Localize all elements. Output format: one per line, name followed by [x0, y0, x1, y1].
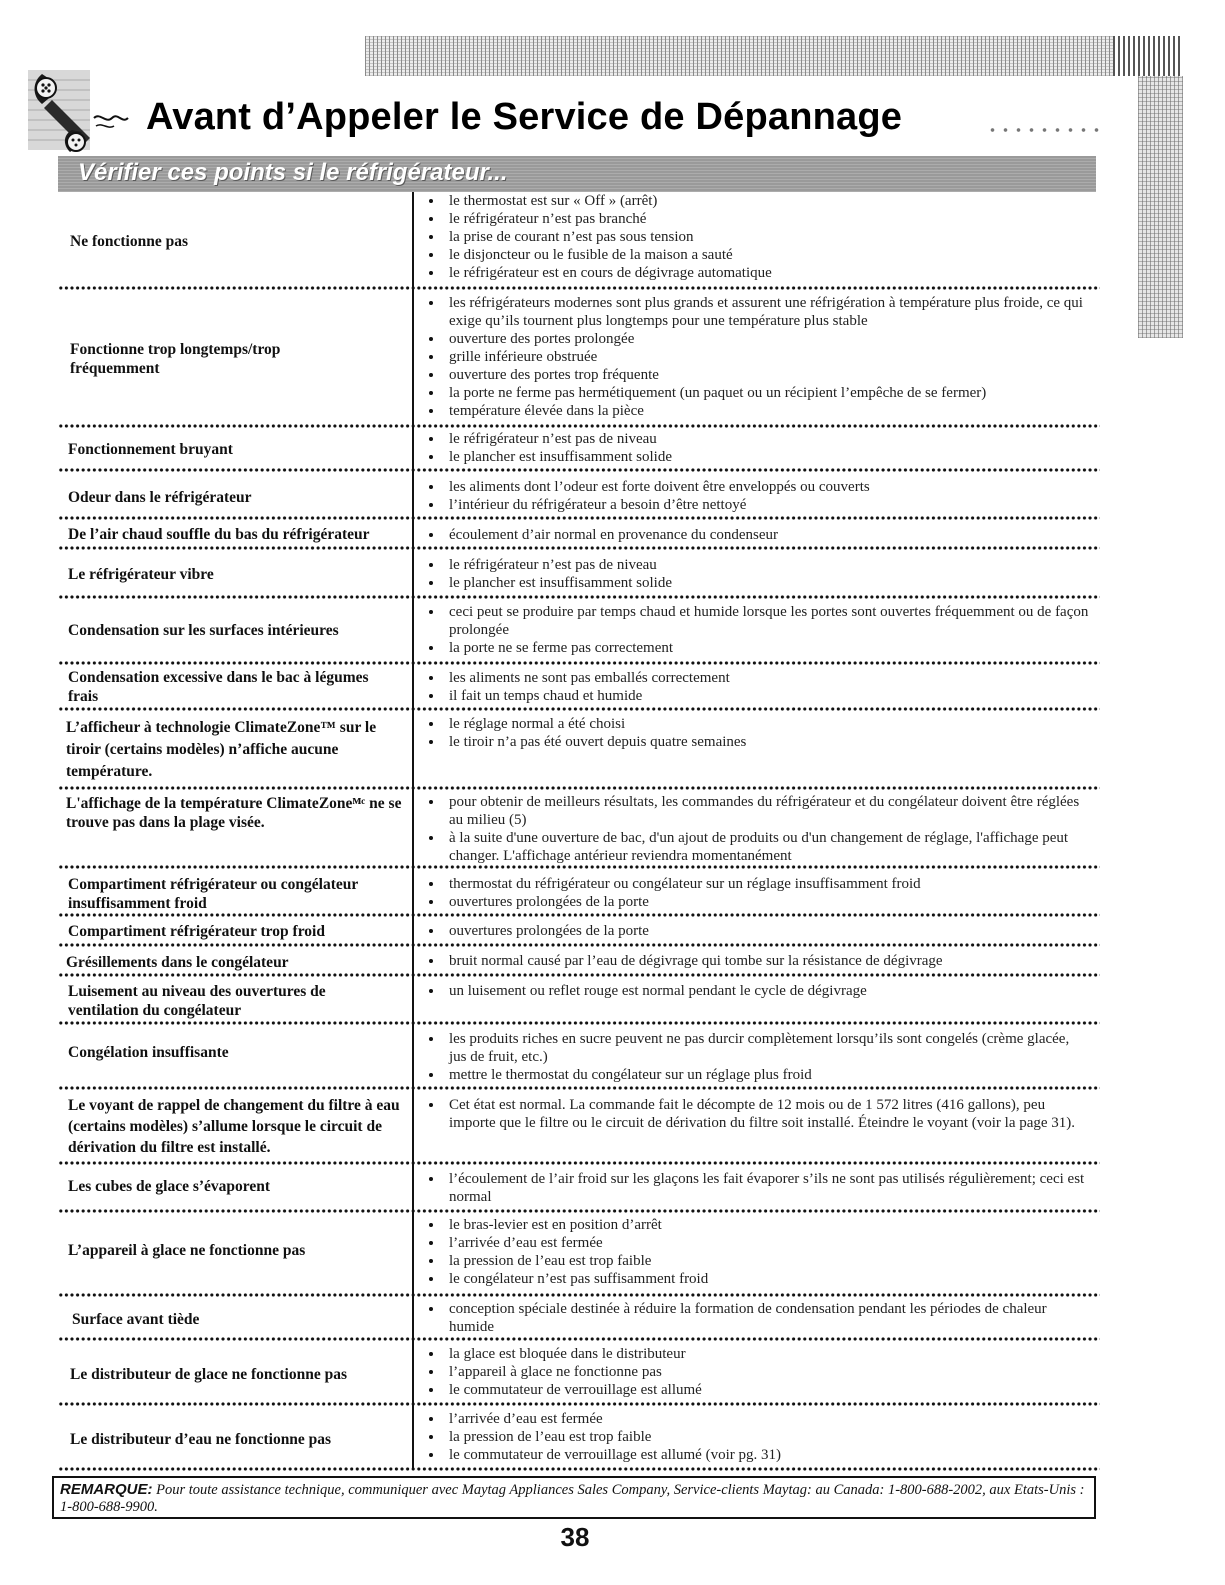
cause-list	[428, 192, 1090, 282]
cause-item: la pression de l’eau est trop faible	[428, 1428, 1090, 1446]
row-separator	[58, 545, 1100, 551]
cause-list	[428, 922, 1090, 940]
cause-item: le thermostat est sur « Off » (arrêt)	[428, 192, 1090, 210]
cause-list	[428, 1216, 1090, 1288]
cause-item: le congélateur n’est pas suffisamment froid	[428, 1270, 1090, 1288]
page-number: 38	[560, 1522, 590, 1552]
row-separator	[58, 1336, 1100, 1342]
cause-list	[428, 669, 1090, 705]
cause-item: le commutateur de verrouillage est allumé	[428, 1381, 1090, 1399]
problem-label: Le réfrigérateur vibre	[68, 566, 214, 583]
cause-item: grille inférieure obstruée	[428, 348, 1090, 366]
cause-item: l’appareil à glace ne fonctionne pas	[428, 1363, 1090, 1381]
row-separator	[58, 785, 1100, 791]
row-separator	[58, 423, 1100, 429]
cause-item: le réfrigérateur est en cours de dégivrage automatique	[428, 264, 1090, 282]
problem-label: Le distributeur de glace ne fonctionne pas	[70, 1366, 347, 1383]
cause-item: l’arrivée d’eau est fermée	[428, 1234, 1090, 1252]
service-technician-icon	[24, 60, 134, 160]
remark-box	[52, 1476, 1096, 1519]
problem-label: De l’air chaud souffle du bas du réfrigérateur	[68, 526, 370, 543]
row-separator	[58, 972, 1100, 978]
cause-list	[428, 478, 1090, 514]
cause-item: le plancher est insuffisamment solide	[428, 574, 1090, 592]
cause-item: ceci peut se produire par temps chaud et humide lorsque les portes sont ouvertes fréquemment ou de façon prolongée	[428, 603, 1090, 639]
cause-list	[428, 793, 1090, 865]
cause-item: le réfrigérateur n’est pas branché	[428, 210, 1090, 228]
problem-label: L’appareil à glace ne fonctionne pas	[68, 1242, 306, 1259]
problem-label: Congélation insuffisante	[68, 1044, 229, 1061]
side-decorative-pattern	[1138, 76, 1183, 338]
cause-item: le disjoncteur ou le fusible de la maison a sauté	[428, 246, 1090, 264]
cause-item: à la suite d'une ouverture de bac, d'un ajout de produits ou d'un changement de réglage, l'affichage peut changer. L'affichage antérieur reviendra momentanément	[428, 829, 1090, 865]
cause-item: Cet état est normal. La commande fait le décompte de 12 mois ou de 1 572 litres (416 gallons), peu importe que le filtre ou le circuit de dérivation du filtre soit installé. Éteindre le voyant (voir la page 31).	[428, 1096, 1090, 1132]
row-separator	[58, 1466, 1100, 1472]
header-decorative-pattern	[365, 36, 1183, 76]
cause-list	[428, 1030, 1090, 1084]
cause-item: il fait un temps chaud et humide	[428, 687, 1090, 705]
problem-label: Compartiment réfrigérateur ou congélateur insuffisamment froid	[68, 876, 358, 912]
row-separator	[58, 942, 1100, 948]
cause-list	[428, 556, 1090, 592]
row-separator	[58, 912, 1100, 918]
cause-item: le réfrigérateur n’est pas de niveau	[428, 556, 1090, 574]
problem-label: Surface avant tiède	[72, 1311, 200, 1328]
row-separator	[58, 1401, 1100, 1407]
cause-item: l’intérieur du réfrigérateur a besoin d’être nettoyé	[428, 496, 1090, 514]
row-separator	[58, 285, 1100, 291]
problem-label: Luisement au niveau des ouvertures de ventilation du congélateur	[68, 983, 326, 1019]
cause-item: le commutateur de verrouillage est allumé (voir pg. 31)	[428, 1446, 1090, 1464]
cause-item: la pression de l’eau est trop faible	[428, 1252, 1090, 1270]
cause-item: les réfrigérateurs modernes sont plus grands et assurent une réfrigération à température plus froide, ce qui exige qu’ils tournent plus longtemps pour une température plus stable	[428, 294, 1090, 330]
cause-item: ouvertures prolongées de la porte	[428, 893, 1090, 911]
cause-item: le réfrigérateur n’est pas de niveau	[428, 430, 1090, 448]
cause-item: la glace est bloquée dans le distributeur	[428, 1345, 1090, 1363]
problem-label: Condensation excessive dans le bac à légumes frais	[68, 669, 369, 705]
cause-item: le tiroir n’a pas été ouvert depuis quatre semaines	[428, 733, 1090, 751]
row-separator	[58, 706, 1100, 712]
cause-item: les aliments dont l’odeur est forte doivent être enveloppés ou couverts	[428, 478, 1090, 496]
problem-label: Fonctionne trop longtemps/trop fréquemment	[70, 341, 281, 377]
cause-item: l’arrivée d’eau est fermée	[428, 1410, 1090, 1428]
row-separator	[58, 515, 1100, 521]
section-banner-text: Vérifier ces points si le réfrigérateur...	[78, 159, 508, 186]
cause-list	[428, 1170, 1090, 1206]
cause-item: bruit normal causé par l’eau de dégivrage qui tombe sur la résistance de dégivrage	[428, 952, 1090, 970]
cause-item: conception spéciale destinée à réduire la formation de condensation pendant les périodes de chaleur humide	[428, 1300, 1090, 1336]
cause-list	[428, 875, 1090, 911]
cause-item: le bras-levier est en position d’arrêt	[428, 1216, 1090, 1234]
row-separator	[58, 1020, 1100, 1026]
cause-item: les aliments ne sont pas emballés correctement	[428, 669, 1090, 687]
cause-item: le plancher est insuffisamment solide	[428, 448, 1090, 466]
problem-label: Condensation sur les surfaces intérieures	[68, 622, 339, 639]
title-dotted-leader	[986, 126, 1106, 134]
cause-item: un luisement ou reflet rouge est normal pendant le cycle de dégivrage	[428, 982, 1090, 1000]
cause-list	[428, 1300, 1090, 1336]
row-separator	[58, 1085, 1100, 1091]
page-title: Avant d’Appeler le Service de Dépannage	[146, 96, 903, 138]
row-separator	[58, 660, 1100, 666]
cause-list	[428, 430, 1090, 466]
cause-list	[428, 1345, 1090, 1399]
cause-item: ouverture des portes prolongée	[428, 330, 1090, 348]
problem-label: Fonctionnement bruyant	[68, 441, 233, 458]
cause-list	[428, 952, 1090, 970]
cause-list	[428, 526, 1090, 544]
cause-item: ouvertures prolongées de la porte	[428, 922, 1090, 940]
cause-item: mettre le thermostat du congélateur sur un réglage plus froid	[428, 1066, 1090, 1084]
problem-label: Les cubes de glace s’évaporent	[68, 1178, 271, 1195]
cause-item: la prise de courant n’est pas sous tension	[428, 228, 1090, 246]
problem-label: Compartiment réfrigérateur trop froid	[68, 923, 325, 940]
row-separator	[58, 1160, 1100, 1166]
cause-item: la porte ne se ferme pas correctement	[428, 639, 1090, 657]
cause-item: écoulement d’air normal en provenance du condenseur	[428, 526, 1090, 544]
row-separator	[58, 594, 1100, 600]
problem-label: Grésillements dans le congélateur	[66, 954, 289, 971]
cause-item: l’écoulement de l’air froid sur les glaçons les fait évaporer s’ils ne sont pas utilisés régulièrement; ceci est normal	[428, 1170, 1090, 1206]
cause-list	[428, 294, 1090, 420]
problem-label: L'affichage de la température ClimateZoneᴹᶜ ne se trouve pas dans la plage visée.	[66, 795, 402, 831]
cause-item: température élevée dans la pièce	[428, 402, 1090, 420]
row-separator	[58, 864, 1100, 870]
remark-text: Pour toute assistance technique, communiquer avec Maytag Appliances Sales Company, Service-clients Maytag: au Canada: 1-800-688-2002, aux Etats-Unis : 1-800-688-9900.	[60, 1482, 1085, 1515]
problem-label: Odeur dans le réfrigérateur	[68, 489, 252, 506]
row-separator	[58, 467, 1100, 473]
problem-label: L’afficheur à technologie ClimateZone™ sur le tiroir (certains modèles) n’affiche aucune température.	[66, 719, 377, 780]
cause-item: thermostat du réfrigérateur ou congélateur sur un réglage insuffisamment froid	[428, 875, 1090, 893]
cause-item: le réglage normal a été choisi	[428, 715, 1090, 733]
row-separator	[58, 1208, 1100, 1214]
cause-list	[428, 1096, 1090, 1132]
problem-label: Ne fonctionne pas	[70, 233, 188, 250]
row-separator	[58, 1292, 1100, 1298]
cause-item: ouverture des portes trop fréquente	[428, 366, 1090, 384]
cause-item: la porte ne ferme pas hermétiquement (un paquet ou un récipient l’empêche de se fermer)	[428, 384, 1090, 402]
cause-list	[428, 715, 1090, 751]
problem-label: Le voyant de rappel de changement du filtre à eau (certains modèles) s’allume lorsque le circuit de dérivation du filtre est installé.	[68, 1097, 400, 1156]
cause-list	[428, 603, 1090, 657]
cause-list	[428, 982, 1090, 1000]
cause-item: pour obtenir de meilleurs résultats, les commandes du réfrigérateur et du congélateur doivent être réglées au milieu (5)	[428, 793, 1090, 829]
problem-label: Le distributeur d’eau ne fonctionne pas	[70, 1431, 332, 1448]
remark-label: REMARQUE:	[60, 1481, 153, 1498]
column-divider	[412, 192, 414, 1470]
cause-item: les produits riches en sucre peuvent ne pas durcir complètement lorsqu’ils sont congelés (crème glacée, jus de fruit, etc.)	[428, 1030, 1090, 1066]
section-banner	[58, 156, 1096, 192]
cause-list	[428, 1410, 1090, 1464]
